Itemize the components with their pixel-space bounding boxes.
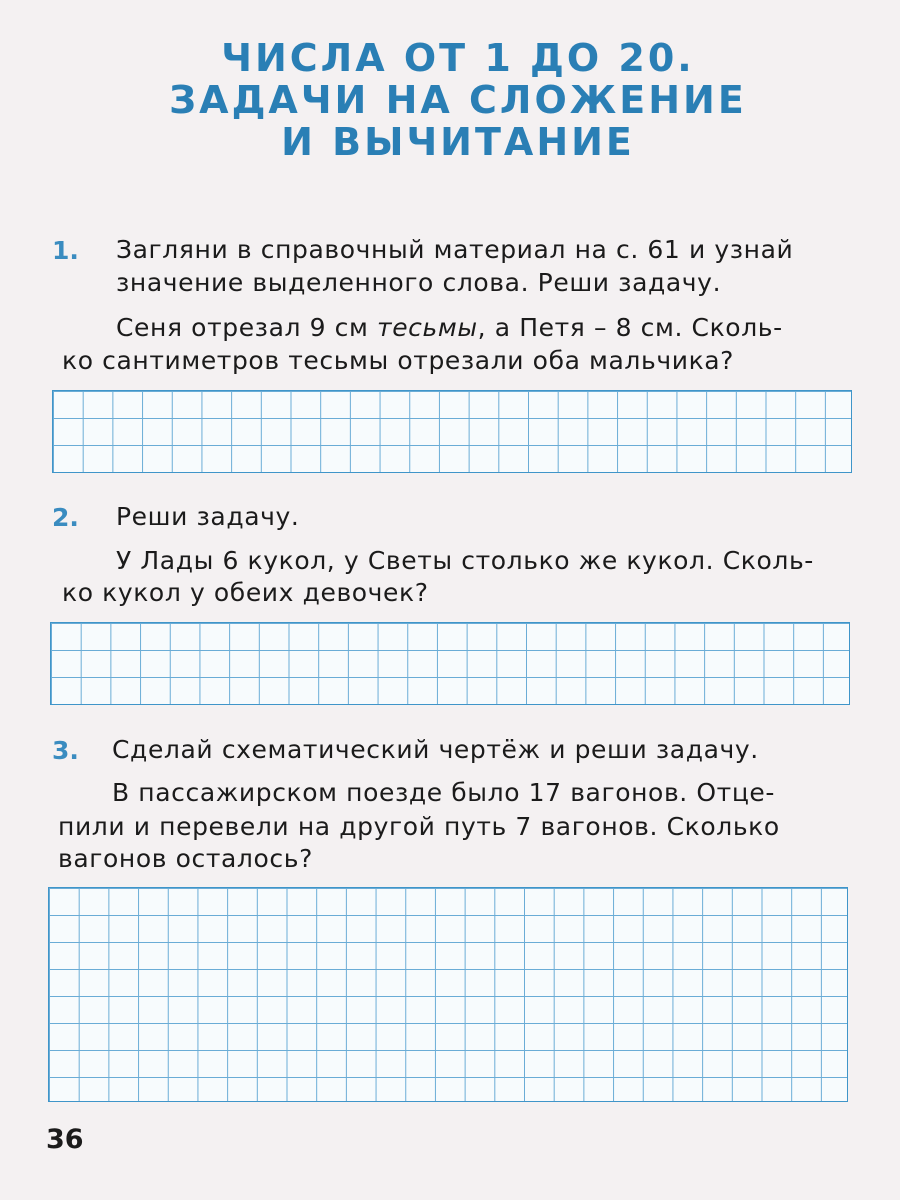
task-3-problem-line-2: пили и перевели на другой путь 7 вагонов. Сколько [58, 812, 780, 841]
task-3-answer-grid[interactable] [48, 887, 848, 1102]
task-2-answer-grid[interactable] [50, 622, 850, 705]
task-3-instruction: Сделай схематический чертёж и реши задачу. [112, 735, 759, 764]
page-title-line-2: ЗАДАЧИ НА СЛОЖЕНИЕ [169, 78, 747, 122]
task-1-problem-text-b: , а Петя – 8 см. Сколь- [477, 313, 783, 342]
task-2-instruction: Реши задачу. [116, 502, 300, 531]
task-1-instruction-line-1: Загляни в справочный материал на с. 61 и узнай [116, 235, 794, 264]
task-2-number: 2. [52, 503, 79, 532]
task-1-answer-grid[interactable] [52, 390, 852, 473]
page-title-line-3: И ВЫЧИТАНИЕ [281, 120, 635, 164]
task-3-problem-line-3: вагонов осталось? [58, 844, 313, 873]
task-3-problem-line-1: В пассажирском поезде было 17 вагонов. Отце- [112, 778, 776, 807]
task-1-problem-text-a: Сеня отрезал 9 см [116, 313, 378, 342]
task-2-problem-line-1: У Лады 6 кукол, у Светы столько же кукол. Сколь- [116, 546, 814, 575]
page-title-line-1: ЧИСЛА ОТ 1 ДО 20. [221, 36, 695, 80]
task-1-highlighted-word: тесьмы [377, 313, 478, 342]
task-1-problem-line-2: ко сантиметров тесьмы отрезали оба мальчика? [62, 346, 735, 375]
task-2-problem-line-2: ко кукол у обеих девочек? [62, 578, 429, 607]
task-1-number: 1. [52, 236, 79, 265]
task-3-number: 3. [52, 736, 79, 765]
page-number: 36 [46, 1124, 84, 1155]
task-1-instruction-line-2: значение выделенного слова. Реши задачу. [116, 268, 722, 297]
task-1-problem-line-1 [116, 313, 783, 343]
